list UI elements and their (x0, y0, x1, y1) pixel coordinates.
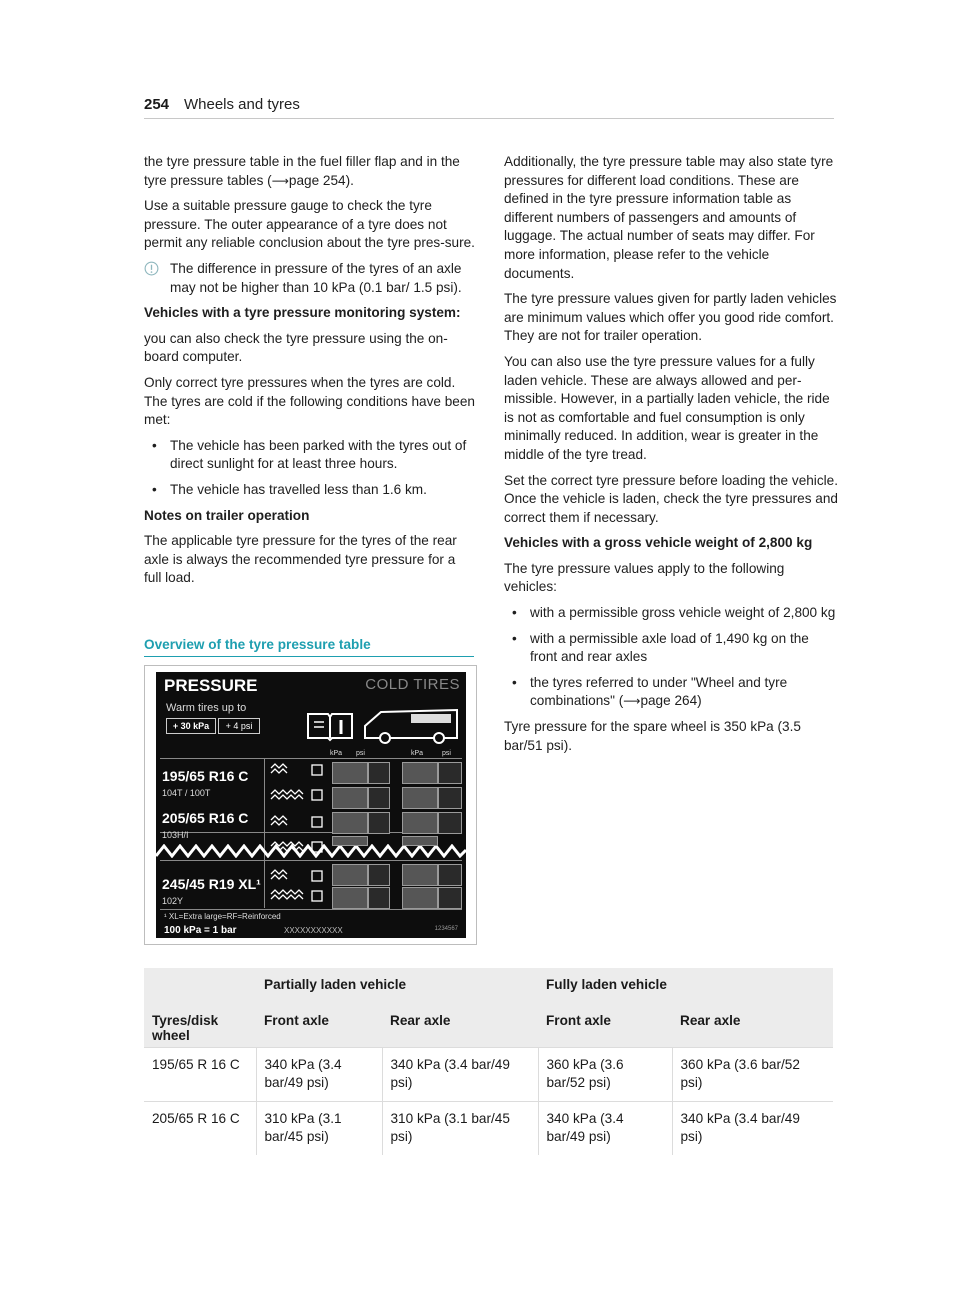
list-item: • The vehicle has been parked with the tyres out of direct sunlight for at least three hours. (152, 437, 467, 472)
label-title: PRESSURE (164, 676, 258, 695)
cell-value: 310 kPa (3.1 bar/45 psi) (256, 1101, 382, 1155)
bullet-icon: • (512, 605, 517, 621)
group-fully-laden: Fully laden vehicle (538, 968, 833, 1004)
heading-gross-weight: Vehicles with a gross vehicle weight of 2,800 kg (504, 535, 813, 551)
cell-value: 340 kPa (3.4 bar/49 psi) (538, 1101, 672, 1155)
note-text: The difference in pressure of the tyres of an axle may not be higher than 10 kPa (0.1 bar/ 1.5 psi). (170, 260, 462, 295)
label-warm-kpa: + 30 kPa (166, 718, 216, 734)
table-row (144, 1101, 833, 1155)
label-warm: Warm tires up to (166, 702, 247, 714)
section-heading: Overview of the tyre pressure table (144, 637, 474, 657)
label-load: 104T / 100T (162, 788, 211, 798)
bullet-icon: • (152, 481, 157, 497)
cell-value: 360 kPa (3.6 bar/52 psi) (672, 1047, 833, 1101)
label-load: 103H/I (162, 830, 189, 840)
bullet-icon: • (512, 674, 517, 690)
cell-value: 360 kPa (3.6 bar/52 psi) (538, 1047, 672, 1101)
paragraph: Additionally, the tyre pressure table may also state tyre pressures for different load conditions. These are defined in the tyre pressure information table as different numbers of passengers and amounts of luggage. The actual number of seats may differ. For more information, please refer to the vehicle documents. (504, 154, 834, 281)
list-item: • The vehicle has travelled less than 1.6 km. (144, 481, 476, 500)
label-col-psi: psi (356, 750, 365, 757)
page-ref-link[interactable]: page 264 (640, 693, 698, 709)
label-code: XXXXXXXXXXX (284, 926, 343, 935)
right-column (504, 153, 838, 762)
note (144, 260, 476, 297)
label-col-psi: psi (442, 750, 451, 757)
list-item: • with a permissible axle load of 1,490 kg on the front and rear axles (512, 630, 809, 665)
paragraph: you can also check the tyre pressure using the on-board computer. (144, 330, 448, 365)
label-cell (402, 762, 438, 784)
paragraph: Only correct tyre pressures when the tyres are cold. The tyres are cold if the following conditions have been met: (144, 374, 475, 428)
bullet-icon: • (152, 437, 157, 453)
label-footnote: ¹ XL=Extra large=RF=Reinforced (164, 912, 281, 921)
paragraph: Use a suitable pressure gauge to check the tyre pressure. The outer appearance of a tyre does not permit any reliable conclusion about the tyre pres-sure. (144, 198, 475, 251)
paragraph: Set the correct tyre pressure before loading the vehicle. Once the vehicle is laden, check the tyre pressures and correct them if necessary. (504, 472, 838, 525)
tyre-pressure-label-figure (144, 665, 477, 945)
label-conversion: 100 kPa = 1 bar (164, 925, 237, 936)
table-row (144, 1047, 833, 1101)
page-number: 254 (144, 96, 170, 113)
paragraph: Tyre pressure for the spare wheel is 350 kPa (3.5 bar/51 psi). (504, 719, 801, 753)
label-warm-psi: + 4 psi (218, 718, 260, 734)
info-icon (144, 261, 159, 276)
col-front-axle: Front axle (256, 1004, 382, 1047)
list-item: • the tyres referred to under "Wheel and tyre combinations" (⟶page 264) (512, 674, 788, 709)
cell-tyre: 195/65 R 16 C (144, 1047, 256, 1101)
tyre-pressure-table (144, 968, 833, 1155)
paragraph: the tyre pressure table in the fuel filler flap and in the tyre pressure tables (⟶page 254). (144, 154, 460, 188)
label-col-kpa: kPa (330, 750, 343, 757)
manual-icon (306, 708, 356, 742)
page-header (144, 96, 834, 119)
heading-tpms: Vehicles with a tyre pressure monitoring system: (144, 305, 461, 321)
cell-value: 340 kPa (3.4 bar/49 psi) (256, 1047, 382, 1101)
list-item: • with a permissible gross vehicle weight of 2,800 kg (504, 604, 838, 623)
page-ref-link[interactable]: page 254 (288, 172, 346, 188)
col-rear-axle: Rear axle (672, 1004, 833, 1047)
paragraph: The applicable tyre pressure for the tyres of the rear axle is always the recommended tyre pressure for a full load. (144, 533, 457, 586)
paragraph: You can also use the tyre pressure values for a fully laden vehicle. These are always allowed and per-missible. However, in a partially laden vehicle, the ride is not as comfortable and fuel consumption is only minimally reduced. In addition, wear is greater in the middle of the tyre tread. (504, 353, 830, 462)
group-partially-laden: Partially laden vehicle (256, 968, 538, 1004)
col-tyres-disk-wheel: Tyres/disk wheel (144, 1004, 256, 1047)
label-load: 102Y (162, 896, 184, 906)
paragraph: The tyre pressure values given for partly laden vehicles are minimum values which offer you good ride comfort. They are not for trailer operation. (504, 291, 837, 344)
label-cell (332, 762, 368, 784)
heading-trailer: Notes on trailer operation (144, 507, 310, 523)
cell-value: 310 kPa (3.1 bar/45 psi) (382, 1101, 538, 1155)
load-symbols (268, 762, 330, 902)
page-ref-arrow-icon: ⟶ (623, 694, 641, 709)
col-front-axle: Front axle (538, 1004, 672, 1047)
paragraph: The tyre pressure values apply to the following vehicles: (504, 560, 785, 595)
label-size: 195/65 R16 C (162, 768, 249, 784)
chapter-title: Wheels and tyres (184, 96, 300, 113)
label-cold-tires: COLD TIRES (365, 676, 460, 693)
label-size: 245/45 R19 XL¹ (162, 876, 261, 892)
van-icon (361, 704, 461, 746)
cell-value: 340 kPa (3.4 bar/49 psi) (382, 1047, 538, 1101)
tyre-pressure-label (156, 672, 466, 938)
label-col-kpa: kPa (411, 750, 424, 757)
bullet-icon: • (512, 630, 517, 646)
left-column (144, 153, 476, 595)
label-ref: 1234567 (434, 926, 458, 932)
page-ref-arrow-icon: ⟶ (271, 173, 289, 188)
label-size: 205/65 R16 C (162, 810, 249, 826)
cell-value: 340 kPa (3.4 bar/49 psi) (672, 1101, 833, 1155)
col-rear-axle: Rear axle (382, 1004, 538, 1047)
cell-tyre: 205/65 R 16 C (144, 1101, 256, 1155)
